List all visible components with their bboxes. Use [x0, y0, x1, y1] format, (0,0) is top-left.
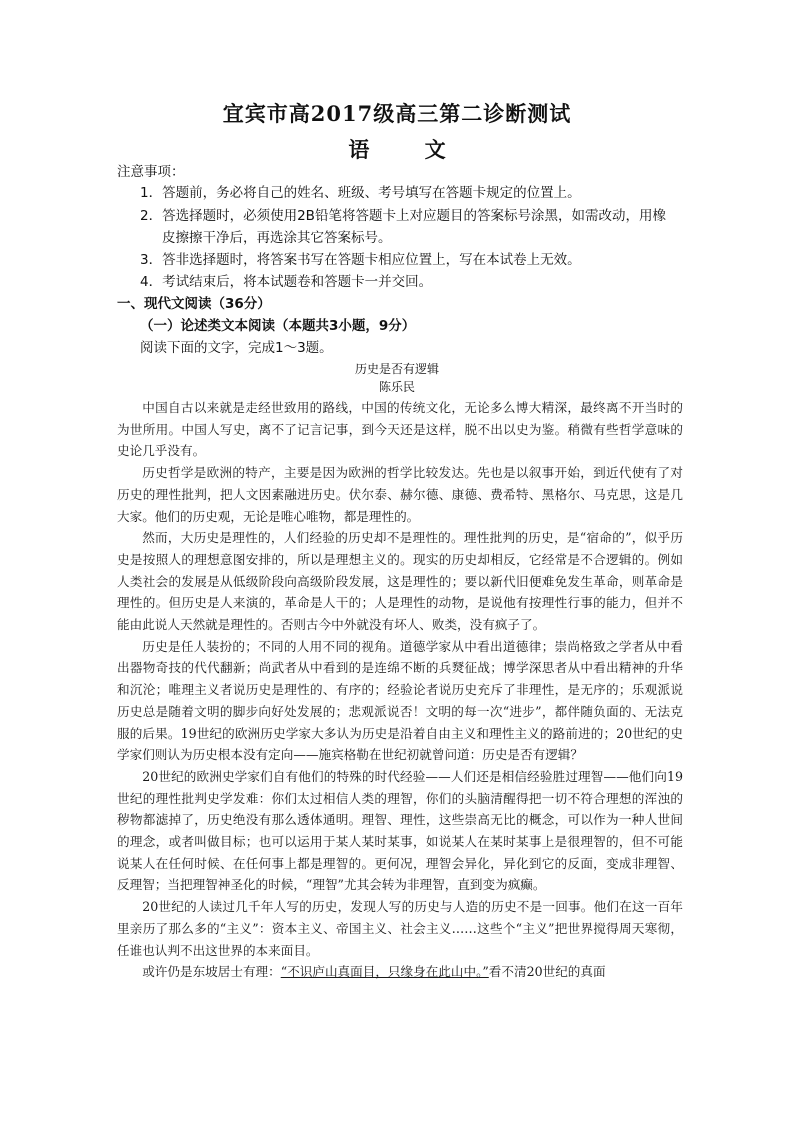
last-line-prefix: 或许仍是东坡居士有理： [142, 964, 281, 980]
note-item-continued: 皮擦擦干净后，再选涂其它答案标号。 [162, 230, 392, 246]
last-line-suffix: 看不清20世纪的真面 [488, 964, 606, 980]
article-paragraph: 20世纪的欧洲史学家们自有他们的特殊的时代经验——人们还是相信经验胜过理智——他们向19世纪的理性批判史学发难：你们太过相信人类的理智，你们的头脑清醒得把一切不符合理想的浑浊的秽物都滤掉了，历史绝没有那么透体通明。理智、理性，这些崇高无比的概念，可以作为一种人世间的理念，或者叫做目标；也可以运用于某人某时某事，如说某人在某时某事上是很理智的，但不可能说某人在任何时候、在任何事上都是理智的。更何况，理智会异化，异化到它的反面，变成非理智、反理智；当把理智神圣化的时候，“理智”尤其会转为非理智，直到变为疯癫。 [117, 768, 683, 893]
poem-quote: “不识庐山真面目，只缘身在此山中。” [280, 964, 489, 980]
note-item: 3．答非选择题时，将答案书写在答题卡相应位置上，写在本试卷上无效。 [140, 252, 581, 268]
article-title: 历史是否有逻辑 [354, 362, 439, 376]
article-paragraph: 20世纪的人读过几千年人写的历史，发现人写的历史与人造的历史不是一回事。他们在这一百年里亲历了那么多的“主义”：资本主义、帝国主义、社会主义……这些个“主义”把世界搅得周天寒彻，任谁也认判不出这世界的本来面目。 [117, 899, 683, 958]
note-item: 1．答题前，务必将自己的姓名、班级、考号填写在答题卡规定的位置上。 [140, 185, 581, 201]
article-paragraph: 历史哲学是欧洲的特产，主要是因为欧洲的哲学比较发达。先也是以叙事开始，到近代使有了对历史的理性批判，把人文因素融进历史。伏尔泰、赫尔德、康德、费希特、黑格尔、马克思，这是几大家。他们的历史观，无论是唯心唯物，都是理性的。 [117, 465, 683, 524]
article-paragraph: 然而，大历史是理性的，人们经验的历史却不是理性的。理性批判的历史，是“宿命的”，似乎历史是按照人的理想意图安排的，所以是理想主义的。现实的历史却相反，它经常是不合逻辑的。例如人类社会的发展是从低级阶段向高级阶段发展，这是理性的；要以新代旧便难免发生革命，则革命是理性的。但历史是人来演的，革命是人干的；人是理性的动物，是说他有按理性行事的能力，但并不能由此说人天然就是理性的。否则古今中外就没有坏人、败类，没有疯子了。 [117, 530, 683, 633]
note-item: 4．考试结束后，将本试题卷和答题卡一并交回。 [140, 274, 433, 290]
exam-title: 宜宾市高2017级高三第二诊断测试 [222, 101, 572, 126]
article-last-line [117, 961, 683, 983]
section-heading: 一、现代文阅读（36分） [117, 296, 271, 312]
note-item: 2．答选择题时，必须使用2B铅笔将答题卡上对应题目的答案标号涂黑，如需改动，用橡 [140, 208, 666, 224]
reading-instruction: 阅读下面的文字，完成1～3题。 [140, 340, 333, 356]
article-author: 陈乐民 [378, 380, 415, 394]
article-body [117, 397, 683, 983]
notes-heading: 注意事项： [117, 164, 185, 180]
article-paragraph: 中国自古以来就是走经世致用的路线，中国的传统文化，无论多么博大精深，最终离不开当时的为世所用。中国人写史，离不了记言记事，到今天还是这样，脱不出以史为鉴。稍微有些哲学意味的史论几乎没有。 [117, 400, 683, 459]
subject-title: 语 文 [348, 137, 470, 162]
article-paragraph: 历史是任人装扮的；不同的人用不同的视角。道德学家从中看出道德律；崇尚格致之学者从中看出器物奇技的代代翻新；尚武者从中看到的是连绵不断的兵燹征战；博学深思者从中看出精神的升华和沉沦；唯理主义者说历史是理性的、有序的；经验论者说历史充斥了非理性，是无序的；乐观派说历史总是随着文明的脚步向好处发展的；悲观派说否！文明的每一次“进步”，都伴随负面的、无法克服的后果。19世纪的欧洲历史学家大多认为历史是沿着自由主义和理性主义的路前进的；20世纪的史学家们则认为历史根本没有定向——施宾格勒在世纪初就曾问道：历史是否有逻辑？ [117, 638, 683, 763]
subsection-heading: （一）论述类文本阅读（本题共3小题，9分） [140, 318, 416, 334]
